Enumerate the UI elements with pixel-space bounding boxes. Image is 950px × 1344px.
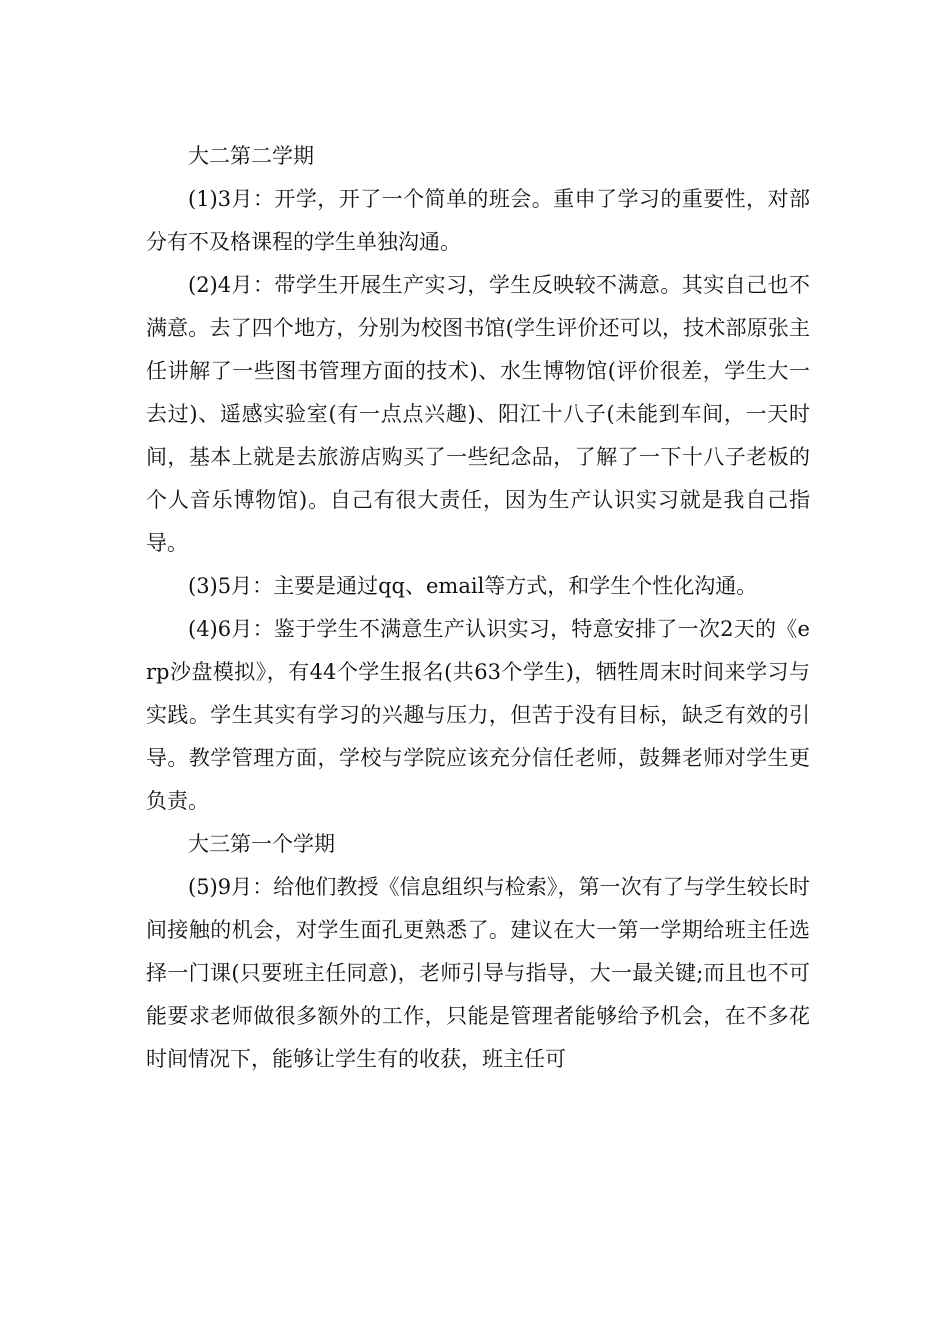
section-heading-sophomore-second-semester: 大二第二学期	[188, 144, 314, 168]
paragraph-march: (1)3月：开学，开了一个简单的班会。重申了学习的重要性，对部分有不及格课程的学生单独沟通。	[146, 187, 810, 254]
paragraph-june: (4)6月：鉴于学生不满意生产认识实习，特意安排了一次2天的《erp沙盘模拟》，有44个学生报名(共63个学生)，牺牲周末时间来学习与实践。学生其实有学习的兴趣与压力，但苦于没有目标，缺乏有效的引导。教学管理方面，学校与学院应该充分信任老师，鼓舞老师对学生更负责。	[146, 617, 810, 813]
paragraph-may: (3)5月：主要是通过qq、email等方式，和学生个性化沟通。	[188, 574, 758, 598]
document-body	[146, 135, 810, 1081]
paragraph-september: (5)9月：给他们教授《信息组织与检索》，第一次有了与学生较长时间接触的机会，对学生面孔更熟悉了。建议在大一第一学期给班主任选择一门课(只要班主任同意)，老师引导与指导，大一最关键;而且也不可能要求老师做很多额外的工作，只能是管理者能够给予机会，在不多花时间情况下，能够让学生有的收获，班主任可	[146, 875, 810, 1071]
paragraph-april: (2)4月：带学生开展生产实习，学生反映较不满意。其实自己也不满意。去了四个地方，分别为校图书馆(学生评价还可以，技术部原张主任讲解了一些图书管理方面的技术)、水生博物馆(评价很差，学生大一去过)、遥感实验室(有一点点兴趣)、阳江十八子(未能到车间，一天时间，基本上就是去旅游店购买了一些纪念品，了解了一下十八子老板的个人音乐博物馆)。自己有很大责任，因为生产认识实习就是我自己指导。	[146, 273, 810, 555]
section-heading-junior-first-semester: 大三第一个学期	[188, 832, 335, 856]
